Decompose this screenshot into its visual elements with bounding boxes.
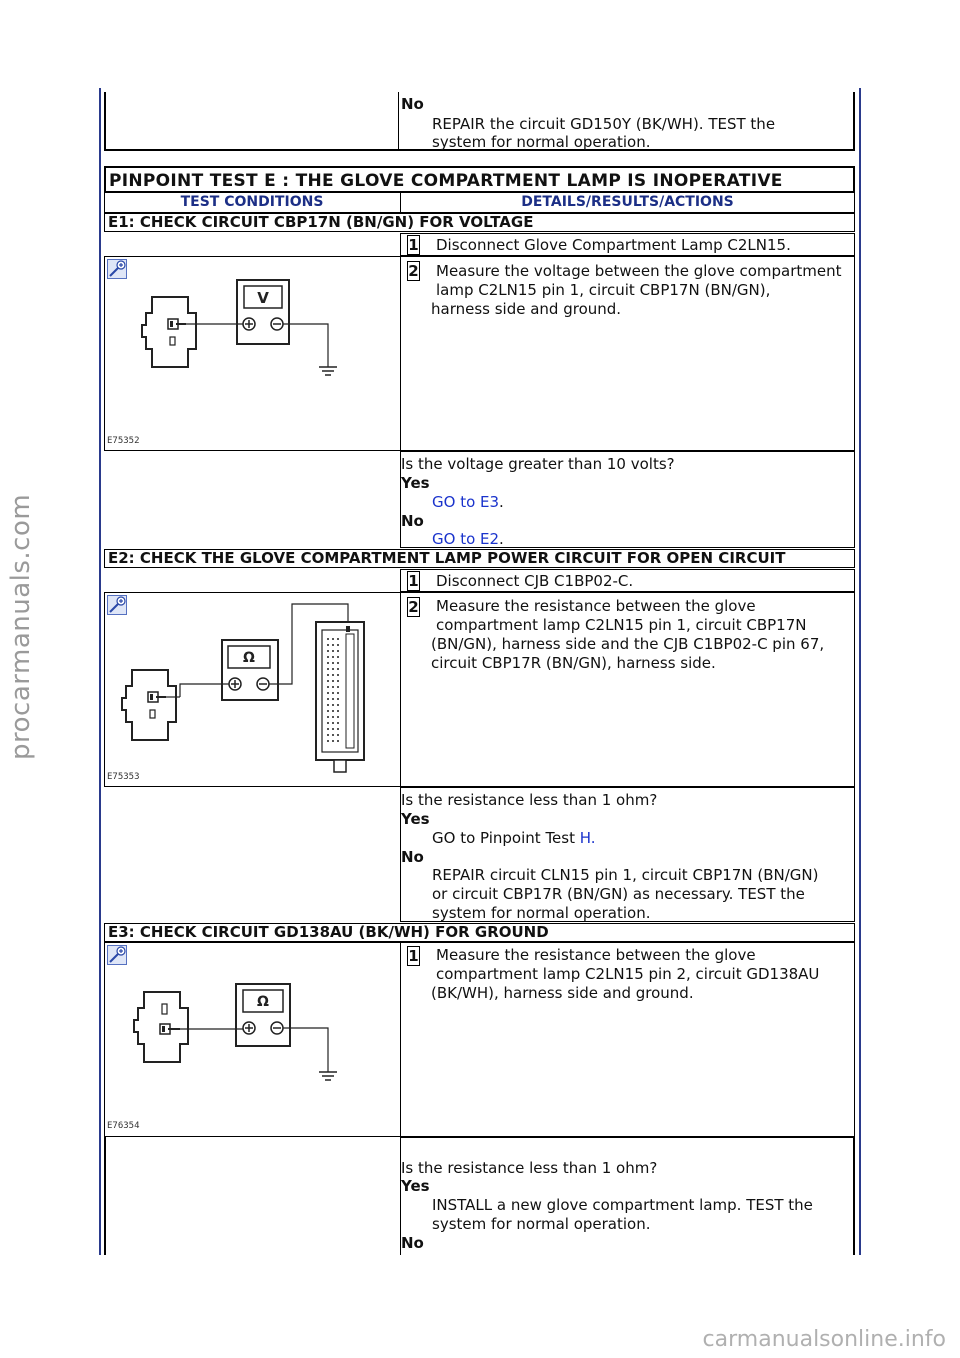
e3-step1-line2: compartment lamp C2LN15 pin 2, circuit GD138AU <box>436 965 820 983</box>
e3-no-label: No <box>401 1234 424 1252</box>
prev-left-border <box>104 92 106 150</box>
e2-no-line3: system for normal operation. <box>432 904 651 922</box>
left-frame-line <box>99 88 101 1255</box>
e3-result-top-border <box>400 1137 855 1138</box>
prev-no-text-1: REPAIR the circuit GD150Y (BK/WH). TEST the <box>432 115 776 133</box>
prev-no-text-2: system for normal operation. <box>432 133 651 151</box>
e3-step1-line3: (BK/WH), harness side and ground. <box>431 984 694 1002</box>
e2-yes-label: Yes <box>401 810 430 828</box>
e1-step2-line1: Measure the voltage between the glove compartment <box>436 262 842 280</box>
e3-yes-line2: system for normal operation. <box>432 1215 651 1233</box>
e1-no-link[interactable]: GO to E2 <box>432 530 500 548</box>
e1-step2-number: 2 <box>408 262 419 280</box>
e2-step1-number: 1 <box>408 572 419 590</box>
e2-no-line2: or circuit CBP17R (BN/GN) as necessary. TEST the <box>432 885 805 903</box>
e2-meter-symbol: Ω <box>243 650 255 666</box>
e2-no-line1: REPAIR circuit CLN15 pin 1, circuit CBP17N (BN/GN) <box>432 866 819 884</box>
e1-no-period: . <box>499 530 504 548</box>
e3-step1-number: 1 <box>408 947 419 965</box>
e2-yes-text: GO to Pinpoint Test <box>432 829 575 847</box>
col-header-divider <box>400 192 401 213</box>
e1-question: Is the voltage greater than 10 volts? <box>401 455 675 473</box>
e2-step2-line2: compartment lamp C2LN15 pin 1, circuit CBP17N <box>436 616 807 634</box>
e1-heading: E1: CHECK CIRCUIT CBP17N (BN/GN) FOR VOLTAGE <box>104 213 855 232</box>
e1-zoom-icon[interactable] <box>107 259 127 279</box>
e1-yes-period: . <box>499 493 504 511</box>
col-details: DETAILS/RESULTS/ACTIONS <box>521 194 734 210</box>
e2-yes-link[interactable]: H. <box>579 829 596 847</box>
prev-divider <box>398 92 399 150</box>
e3-figure-id: E76354 <box>107 1121 140 1131</box>
e1-wiring-diagram <box>140 275 360 395</box>
e2-heading: E2: CHECK THE GLOVE COMPARTMENT LAMP POWER CIRCUIT FOR OPEN CIRCUIT <box>104 549 855 568</box>
e2-step1-text: Disconnect CJB C1BP02-C. <box>436 572 634 590</box>
e3-result-right-border <box>853 1137 855 1255</box>
e2-question: Is the resistance less than 1 ohm? <box>401 791 658 809</box>
col-test-conditions: TEST CONDITIONS <box>180 194 324 210</box>
e3-left-border <box>104 1137 106 1255</box>
side-watermark: procarmanuals.com <box>6 493 36 760</box>
e3-step1-line1: Measure the resistance between the glove <box>436 946 756 964</box>
e1-figure-id: E75352 <box>107 436 140 446</box>
e3-heading: E3: CHECK CIRCUIT GD138AU (BK/WH) FOR GROUND <box>104 923 855 942</box>
e1-step1-number: 1 <box>408 236 419 254</box>
e3-yes-line1: INSTALL a new glove compartment lamp. TEST the <box>432 1196 813 1214</box>
e2-step2-number: 2 <box>408 598 419 616</box>
e1-yes-label: Yes <box>401 474 430 492</box>
e1-step2-line3: harness side and ground. <box>431 300 622 318</box>
e1-yes-link[interactable]: GO to E3 <box>432 493 500 511</box>
bottom-watermark: carmanualsonline.info <box>702 1327 946 1352</box>
e2-wiring-diagram <box>120 598 370 776</box>
e3-zoom-icon[interactable] <box>107 945 127 965</box>
e1-step1-text: Disconnect Glove Compartment Lamp C2LN15. <box>436 236 791 254</box>
e1-meter-symbol: V <box>257 289 269 307</box>
e2-no-label: No <box>401 848 424 866</box>
e3-yes-label: Yes <box>401 1177 430 1195</box>
prev-right-border <box>853 92 855 150</box>
e2-step2-line3: (BN/GN), harness side and the CJB C1BP02-C pin 67, <box>431 635 825 653</box>
e3-wiring-diagram <box>132 980 357 1100</box>
e3-meter-symbol: Ω <box>257 994 269 1010</box>
prev-no-label: No <box>401 95 424 113</box>
pinpoint-test-title: PINPOINT TEST E : THE GLOVE COMPARTMENT LAMP IS INOPERATIVE <box>104 166 855 193</box>
right-frame-line <box>859 88 861 1255</box>
e2-figure-id: E75353 <box>107 772 140 782</box>
e1-no-label: No <box>401 512 424 530</box>
e2-step2-line1: Measure the resistance between the glove <box>436 597 756 615</box>
e1-step2-line2: lamp C2LN15 pin 1, circuit CBP17N (BN/GN), <box>436 281 771 299</box>
e3-question: Is the resistance less than 1 ohm? <box>401 1159 658 1177</box>
e2-step2-line4: circuit CBP17R (BN/GN), harness side. <box>431 654 716 672</box>
